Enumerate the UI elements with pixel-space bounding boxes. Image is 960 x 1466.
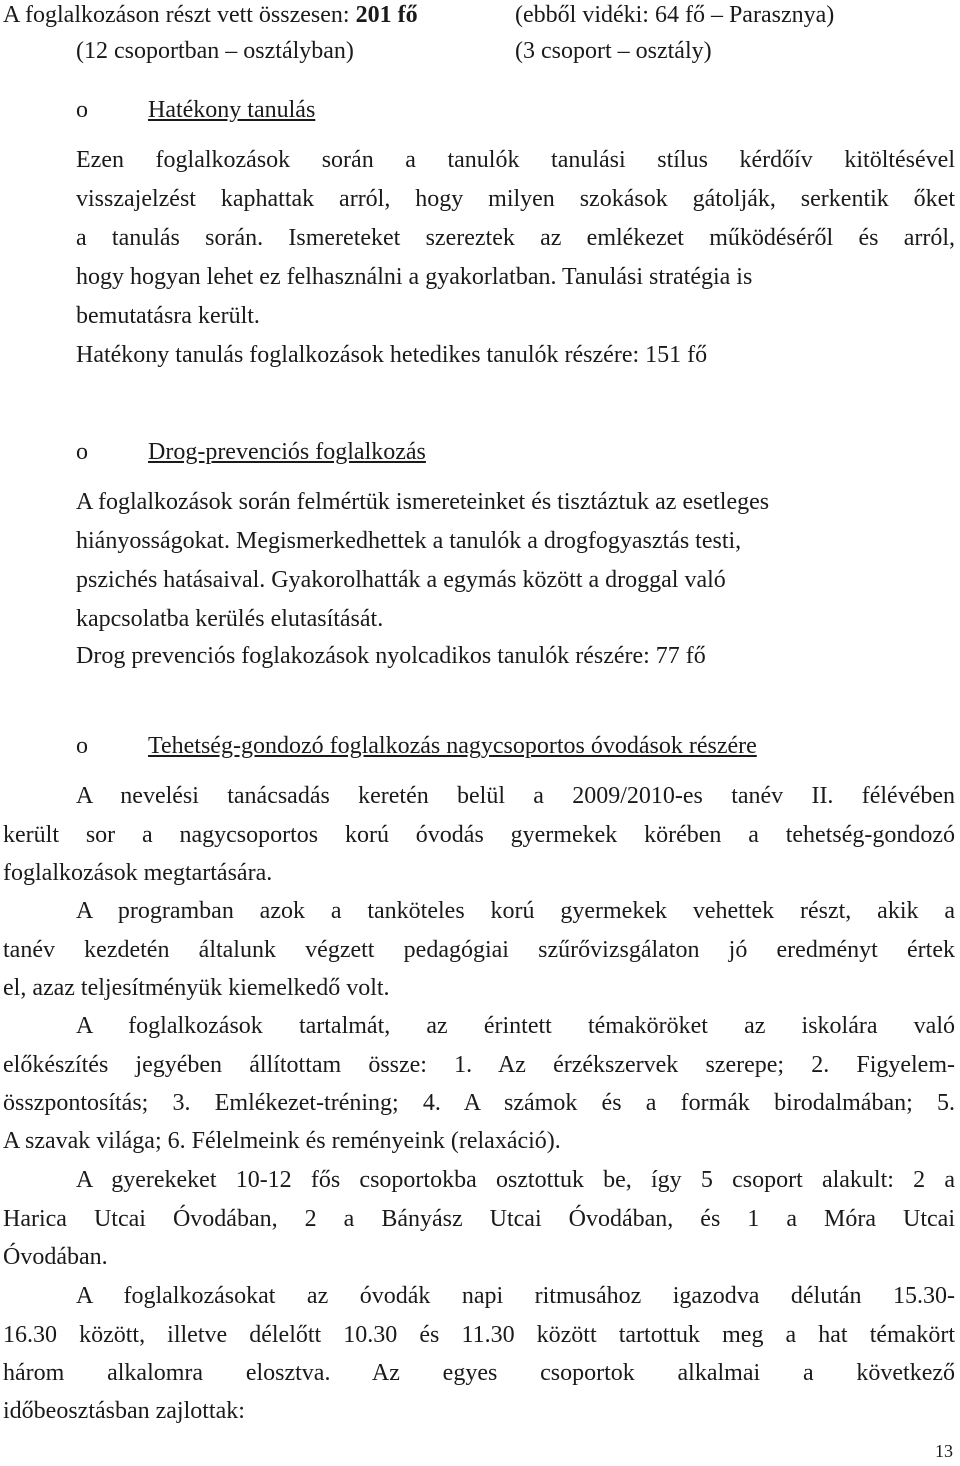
paragraph-line: Harica Utcai Óvodában, 2 a Bányász Utcai Óvodában, és 1 a Móra Utcai (3, 1206, 955, 1232)
rural-participants: (ebből vidéki: 64 fő – Parasznya) (515, 2, 835, 28)
paragraph-line: összpontosítás; 3. Emlékezet-tréning; 4. A számok és a formák birodalmában; 5. (3, 1090, 955, 1116)
page-number: 13 (935, 1441, 953, 1461)
summary-line: Hatékony tanulás foglalkozások hetedikes tanulók részére: 151 fő (76, 342, 708, 368)
paragraph-line: 16.30 között, illetve délelőtt 10.30 és 11.30 között tartottuk meg a hat témakört (3, 1322, 955, 1348)
section-bullet: o (76, 733, 88, 759)
paragraph-line: három alkalomra elosztva. Az egyes csoportok alkalmai a következő (3, 1360, 955, 1386)
paragraph-line: kapcsolatba kerülés elutasítását. (76, 606, 384, 632)
participants-label: A foglalkozáson részt vett összesen: (3, 2, 356, 28)
section-heading-effective-learning: Hatékony tanulás (148, 97, 316, 123)
paragraph-line: a tanulás során. Ismereteket szereztek az emlékezet működéséről és arról, (76, 225, 955, 251)
paragraph-line: A nevelési tanácsadás keretén belül a 2009/2010-es tanév II. félévében (76, 783, 955, 809)
paragraph-line: hogy hogyan lehet ez felhasználni a gyakorlatban. Tanulási stratégia is (76, 264, 753, 290)
paragraph-line: el, azaz teljesítményük kiemelkedő volt. (3, 975, 390, 1001)
section-heading-talent-care: Tehetség-gondozó foglalkozás nagycsoportos óvodások részére (148, 733, 757, 759)
paragraph-line: visszajelzést kaphattak arról, hogy milyen szokások gátolják, serkentik őket (76, 186, 955, 212)
paragraph-line: Ezen foglalkozások során a tanulók tanulási stílus kérdőív kitöltésével (76, 147, 955, 173)
paragraph-line: A foglalkozások tartalmát, az érintett témaköröket az iskolára való (76, 1013, 955, 1039)
paragraph-line: A foglalkozások során felmértük ismereteinket és tisztáztuk az esetleges (76, 489, 770, 515)
paragraph-line: bemutatásra került. (76, 303, 260, 329)
paragraph-line: pszichés hatásaival. Gyakorolhatták a egymás között a droggal való (76, 567, 726, 593)
paragraph-line: időbeosztásban zajlottak: (3, 1398, 245, 1424)
participants-summary-line (3, 0, 418, 30)
paragraph-line: hiányosságokat. Megismerkedhettek a tanulók a drogfogyasztás testi, (76, 528, 742, 554)
paragraph-line: foglalkozások megtartására. (3, 860, 273, 886)
paragraph-line: A szavak világa; 6. Félelmeink és reményeink (relaxáció). (3, 1128, 561, 1154)
section-heading-drug-prevention: Drog-prevenciós foglalkozás (148, 439, 426, 465)
paragraph-line: került sor a nagycsoportos korú óvodás gyermekek körében a tehetség-gondozó (3, 822, 955, 848)
paragraph-line: tanév kezdetén általunk végzett pedagógiai szűrővizsgálaton jó eredményt értek (3, 937, 955, 963)
summary-line: Drog prevenciós foglakozások nyolcadikos tanulók részére: 77 fő (76, 643, 706, 669)
paragraph-line: A foglalkozásokat az óvodák napi ritmusához igazodva délután 15.30- (76, 1283, 955, 1309)
rural-groups-count: (3 csoport – osztály) (515, 38, 712, 64)
participants-total: 201 fő (355, 2, 418, 28)
section-bullet: o (76, 439, 88, 465)
paragraph-line: előkészítés jegyében állítottam össze: 1. Az érzékszervek szerepe; 2. Figyelem- (3, 1052, 955, 1078)
paragraph-line: A gyerekeket 10-12 fős csoportokba osztottuk be, így 5 csoport alakult: 2 a (76, 1167, 955, 1193)
groups-count: (12 csoportban – osztályban) (76, 38, 354, 64)
section-bullet: o (76, 97, 88, 123)
paragraph-line: Óvodában. (3, 1244, 108, 1270)
paragraph-line: A programban azok a tanköteles korú gyermekek vehettek részt, akik a (76, 898, 955, 924)
